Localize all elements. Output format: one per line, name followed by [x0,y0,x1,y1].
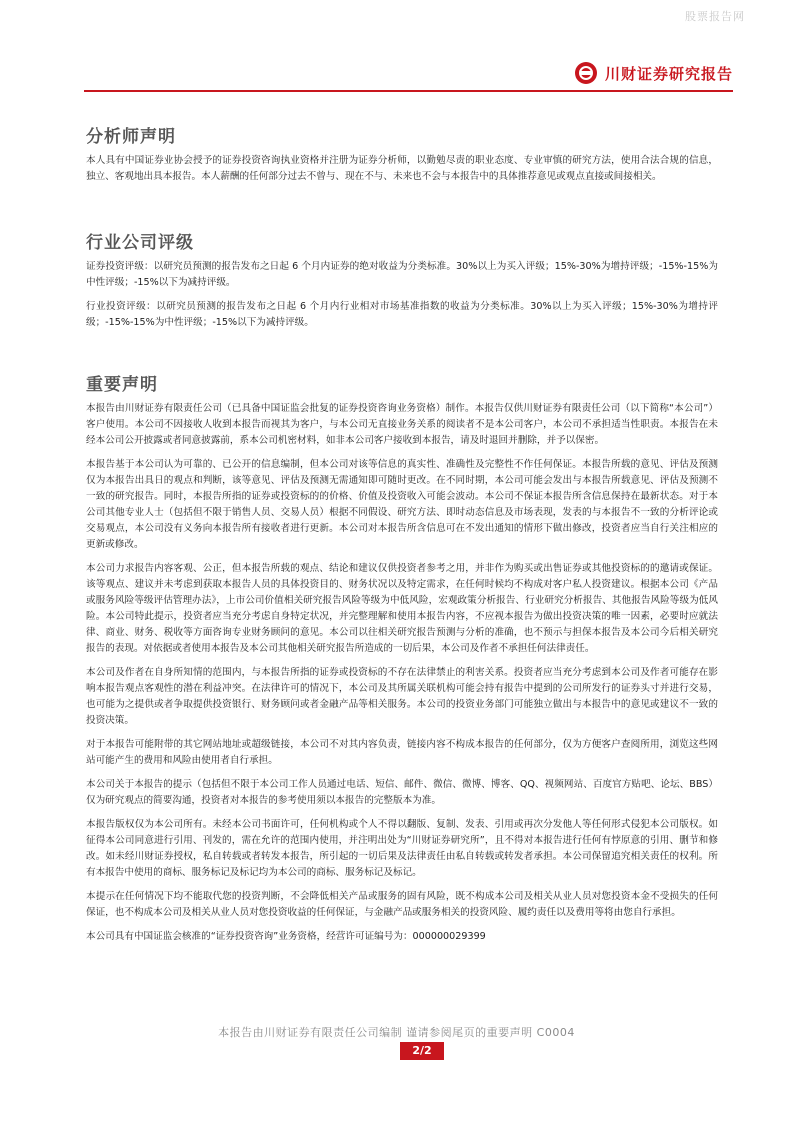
disclaimer-paragraph: 本公司及作者在自身所知情的范围内，与本报告所指的证券或投资标的不存在法律禁止的利害关系。投资者应当充分考虑到本公司及作者可能存在影响本报告观点客观性的潜在利益冲突。在法律许可的情况下，本公司及其所属关联机构可能会持有报告中提到的公司所发行的证券头寸并进行交易，也可能为之提供或者争取提供投资银行、财务顾问或者金融产品等相关服务。本公司的投资业务部门可能独立做出与本报告中的意见或建议不一致的投资决策。 [86,667,718,726]
section-title-disclaimer: 重要声明 [86,375,158,395]
report-body [86,122,718,955]
header-divider [84,90,733,92]
disclaimer-paragraph: 本公司力求报告内容客观、公正，但本报告所载的观点、结论和建议仅供投资者参考之用，并非作为购买或出售证券或其他投资标的的邀请或保证。该等观点、建议并未考虑到获取本报告人员的具体投资目的、财务状况以及特定需求，在任何时候均不构成对客户私人投资建议。根据本公司《产品或服务风险等级评估管理办法》，上市公司价值相关研究报告风险等级为中低风险，宏观政策分析报告、行业研究分析报告、其他报告风险等级为低风险。本公司特此提示，投资者应当充分考虑自身特定状况，并完整理解和使用本报告内容，不应视本报告为做出投资决策的唯一因素，必要时应就法律、商业、财务、税收等方面咨询专业财务顾问的意见。本公司以往相关研究报告预测与分析的准确，也不预示与担保本报告及本公司今后相关研究报告的表现。对依据或者使用本报告及本公司其他相关研究报告所造成的一切后果，本公司及作者不承担任何法律责任。 [86,563,718,654]
disclaimer-paragraph: 本提示在任何情况下均不能取代您的投资判断，不会降低相关产品或服务的固有风险，既不构成本公司及相关从业人员对您投资本金不受损失的任何保证，也不构成本公司及相关从业人员对您投资收益的任何保证，与金融产品或服务相关的投资风险、履约责任以及费用等将由您自行承担。 [86,891,718,918]
header-brand [575,62,733,84]
page-number: 2/2 [400,1042,444,1060]
rating-section [86,228,718,360]
chuancai-logo-icon [575,62,597,84]
industry-rating-paragraph: 行业投资评级：以研究员预测的报告发布之日起 6 个月内行业相对市场基准指数的收益为分类标准。30%以上为买入评级；15%-30%为增持评级；-15%-15%为中性评级；-15%以下为减持评级。 [86,301,718,328]
stock-rating-paragraph: 证券投资评级：以研究员预测的报告发布之日起 6 个月内证券的绝对收益为分类标准。30%以上为买入评级；15%-30%为增持评级；-15%-15%为中性评级；-15%以下为减持评级。 [86,261,718,288]
brand-title: 川财证券研究报告 [604,64,733,83]
disclaimer-paragraph: 本报告版权仅为本公司所有。未经本公司书面许可，任何机构或个人不得以翻版、复制、发表、引用或再次分发他人等任何形式侵犯本公司版权。如征得本公司同意进行引用、刊发的，需在允许的范围内使用，并注明出处为“川财证券研究所”，且不得对本报告进行任何有悖原意的引用、删节和修改。如未经川财证券授权，私自转载或者转发本报告，所引起的一切后果及法律责任由私自转载或转发者承担。本公司保留追究相关责任的权利。所有本报告中使用的商标、服务标记及标记均为本公司的商标、服务标记及标记。 [86,819,718,878]
section-title-analyst: 分析师声明 [86,127,176,147]
section-title-rating: 行业公司评级 [86,233,194,253]
disclaimer-paragraph: 本公司关于本报告的提示（包括但不限于本公司工作人员通过电话、短信、邮件、微信、微博、博客、QQ、视频网站、百度官方贴吧、论坛、BBS）仅为研究观点的简要沟通，投资者对本报告的参考使用须以本报告的完整版本为准。 [86,779,718,806]
disclaimer-paragraph: 本报告由川财证券有限责任公司（已具备中国证监会批复的证券投资咨询业务资格）制作。本报告仅供川财证券有限责任公司（以下简称“本公司”）客户使用。本公司不因接收人收到本报告而视其为客户，与本公司无直接业务关系的阅读者不是本公司客户，本公司不承担适当性职责。本报告在未经本公司公开披露或者同意披露前，系本公司机密材料，如非本公司客户接收到本报告，请及时退回并删除，并予以保密。 [86,403,718,446]
analyst-statement-section [86,122,718,218]
watermark-text: 股票报告网 [685,10,745,23]
disclaimer-paragraph: 本报告基于本公司认为可靠的、已公开的信息编制，但本公司对该等信息的真实性、准确性及完整性不作任何保证。本报告所载的意见、评估及预测仅为本报告出具日的观点和判断，该等意见、评估及预测无需通知即可随时更改。在不同时期，本公司可能会发出与本报告所载意见、评估及预测不一致的研究报告。同时，本报告所指的证券或投资标的的价格、价值及投资收入可能会波动。本公司不保证本报告所含信息保持在最新状态。对于本公司其他专业人士（包括但不限于销售人员、交易人员）根据不同假设、研究方法、即时动态信息及市场表现，发表的与本报告不一致的分析评论或交易观点，本公司没有义务向本报告所有接收者进行更新。本公司对本报告所含信息可在不发出通知的情形下做出修改，投资者应当自行关注相应的更新或修改。 [86,459,718,550]
disclaimer-paragraph: 对于本报告可能附带的其它网站地址或超级链接，本公司不对其内容负责，链接内容不构成本报告的任何部分，仅为方便客户查阅所用，浏览这些网站可能产生的费用和风险由使用者自行承担。 [86,739,718,766]
disclaimer-section [86,370,718,945]
license-paragraph: 本公司具有中国证监会核准的“证券投资咨询”业务资格，经营许可证编号为：000000029399 [86,931,486,942]
analyst-paragraph: 本人具有中国证券业协会授予的证券投资咨询执业资格并注册为证券分析师，以勤勉尽责的职业态度、专业审慎的研究方法，使用合法合规的信息，独立、客观地出具本报告。本人薪酬的任何部分过去不曾与、现在不与、未来也不会与本报告中的具体推荐意见或观点直接或间接相关。 [86,155,718,182]
footer-note: 本报告由川财证券有限责任公司编制 谨请参阅尾页的重要声明 C0004 [218,1026,575,1039]
